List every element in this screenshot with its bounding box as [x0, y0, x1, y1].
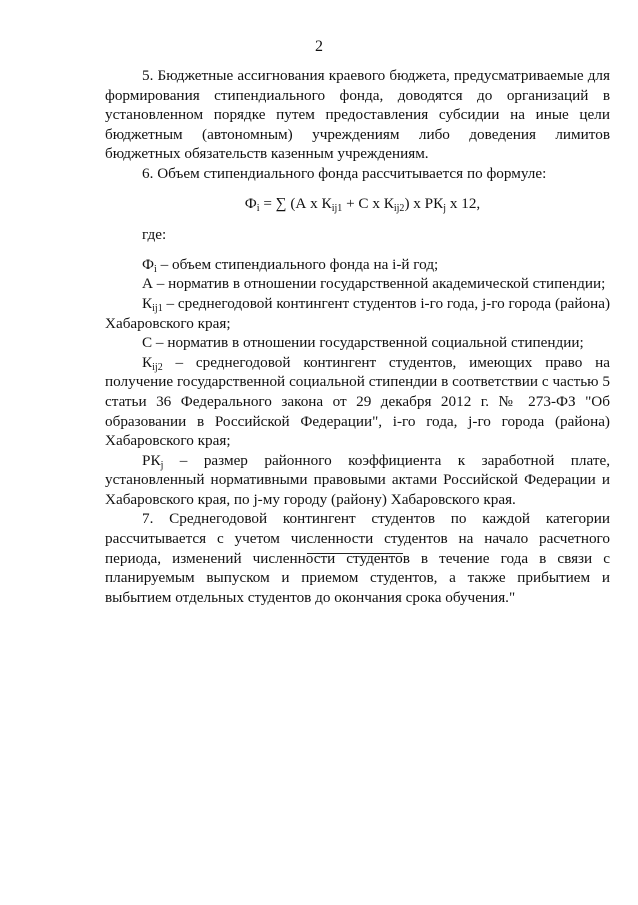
definition-k-ij1-text: – среднегодовой контингент студентов i-го года, j-го города (района) Хабаровского края;: [105, 294, 610, 332]
paragraph-6: 6. Объем стипендиального фонда рассчитывается по формуле:: [142, 164, 547, 182]
definition-phi-subscript: i: [154, 263, 157, 275]
formula-subscript-3: j: [443, 202, 447, 214]
end-of-document-line: [307, 553, 403, 554]
definition-c: С – норматив в отношении государственной социальной стипендии;: [142, 334, 584, 352]
formula-part-2: + С х К: [342, 194, 394, 212]
paragraph-5: 5. Бюджетные ассигнования краевого бюджета, предусматриваемые для формирования стипендиального фонда, доводятся до организаций в установленном порядке путем предоставления субсидии на иные цели бюджетным (автономным) учреждениям либо доведения лимитов бюджетных обязательств казенным учреждениям.: [105, 67, 610, 163]
definition-phi-symbol: Ф: [142, 255, 154, 273]
definition-k-ij1-symbol: К: [142, 294, 153, 312]
formula-part-1: = ∑ (А х К: [259, 194, 332, 212]
definition-rk: [105, 451, 610, 510]
definition-k-ij2-text: – среднегодовой контингент студентов, имеющих право на получение государственной социальной стипендии в соответствии с частью 5 статьи 36 Федерального закона от 29 декабря 2012 г. № 273-ФЗ "Об образовании в Российской Федерации", i-го года, j-го города (района) Хабаровского края;: [105, 353, 610, 450]
formula-part-3: ) х РК: [404, 194, 444, 212]
definition-phi-text: – объем стипендиального фонда на i-й год;: [156, 255, 439, 273]
formula-lhs: Ф: [244, 194, 257, 212]
paragraph-7: 7. Среднегодовой контингент студентов по каждой категории рассчитывается с учетом численности студентов на начало расчетного периода, изменений численности студентов в течение года в связи с планируемым выпуском и приемом студентов, а также прибытием и выбытием отдельных студентов до окончания срока обучения.": [105, 510, 610, 606]
definition-k-ij2-subscript: ij2: [152, 361, 163, 373]
definition-a: А – норматив в отношении государственной академической стипендии;: [142, 275, 606, 293]
formula-subscript-2: ij2: [393, 202, 405, 214]
definition-rk-symbol: РК: [142, 451, 161, 469]
where-label: где:: [142, 226, 167, 244]
definition-k-ij1: [105, 294, 610, 333]
page-number: 2: [315, 38, 323, 55]
definition-rk-text: – размер районного коэффициента к заработной плате, установленный нормативными правовыми актами Российской Федерации и Хабаровского края, по j-му городу (району) Хабаровского края.: [105, 451, 610, 508]
definition-k-ij2: [105, 353, 610, 451]
formula-part-4: х 12,: [446, 194, 481, 212]
document-body: [105, 66, 610, 607]
formula-lhs-subscript: i: [256, 202, 260, 214]
formula-subscript-1: ij1: [331, 202, 343, 214]
definition-rk-subscript: j: [160, 459, 164, 471]
definition-phi: [105, 255, 610, 275]
definition-k-ij2-symbol: К: [142, 353, 153, 371]
formula: [105, 194, 610, 214]
definition-k-ij1-subscript: ij1: [152, 302, 163, 314]
